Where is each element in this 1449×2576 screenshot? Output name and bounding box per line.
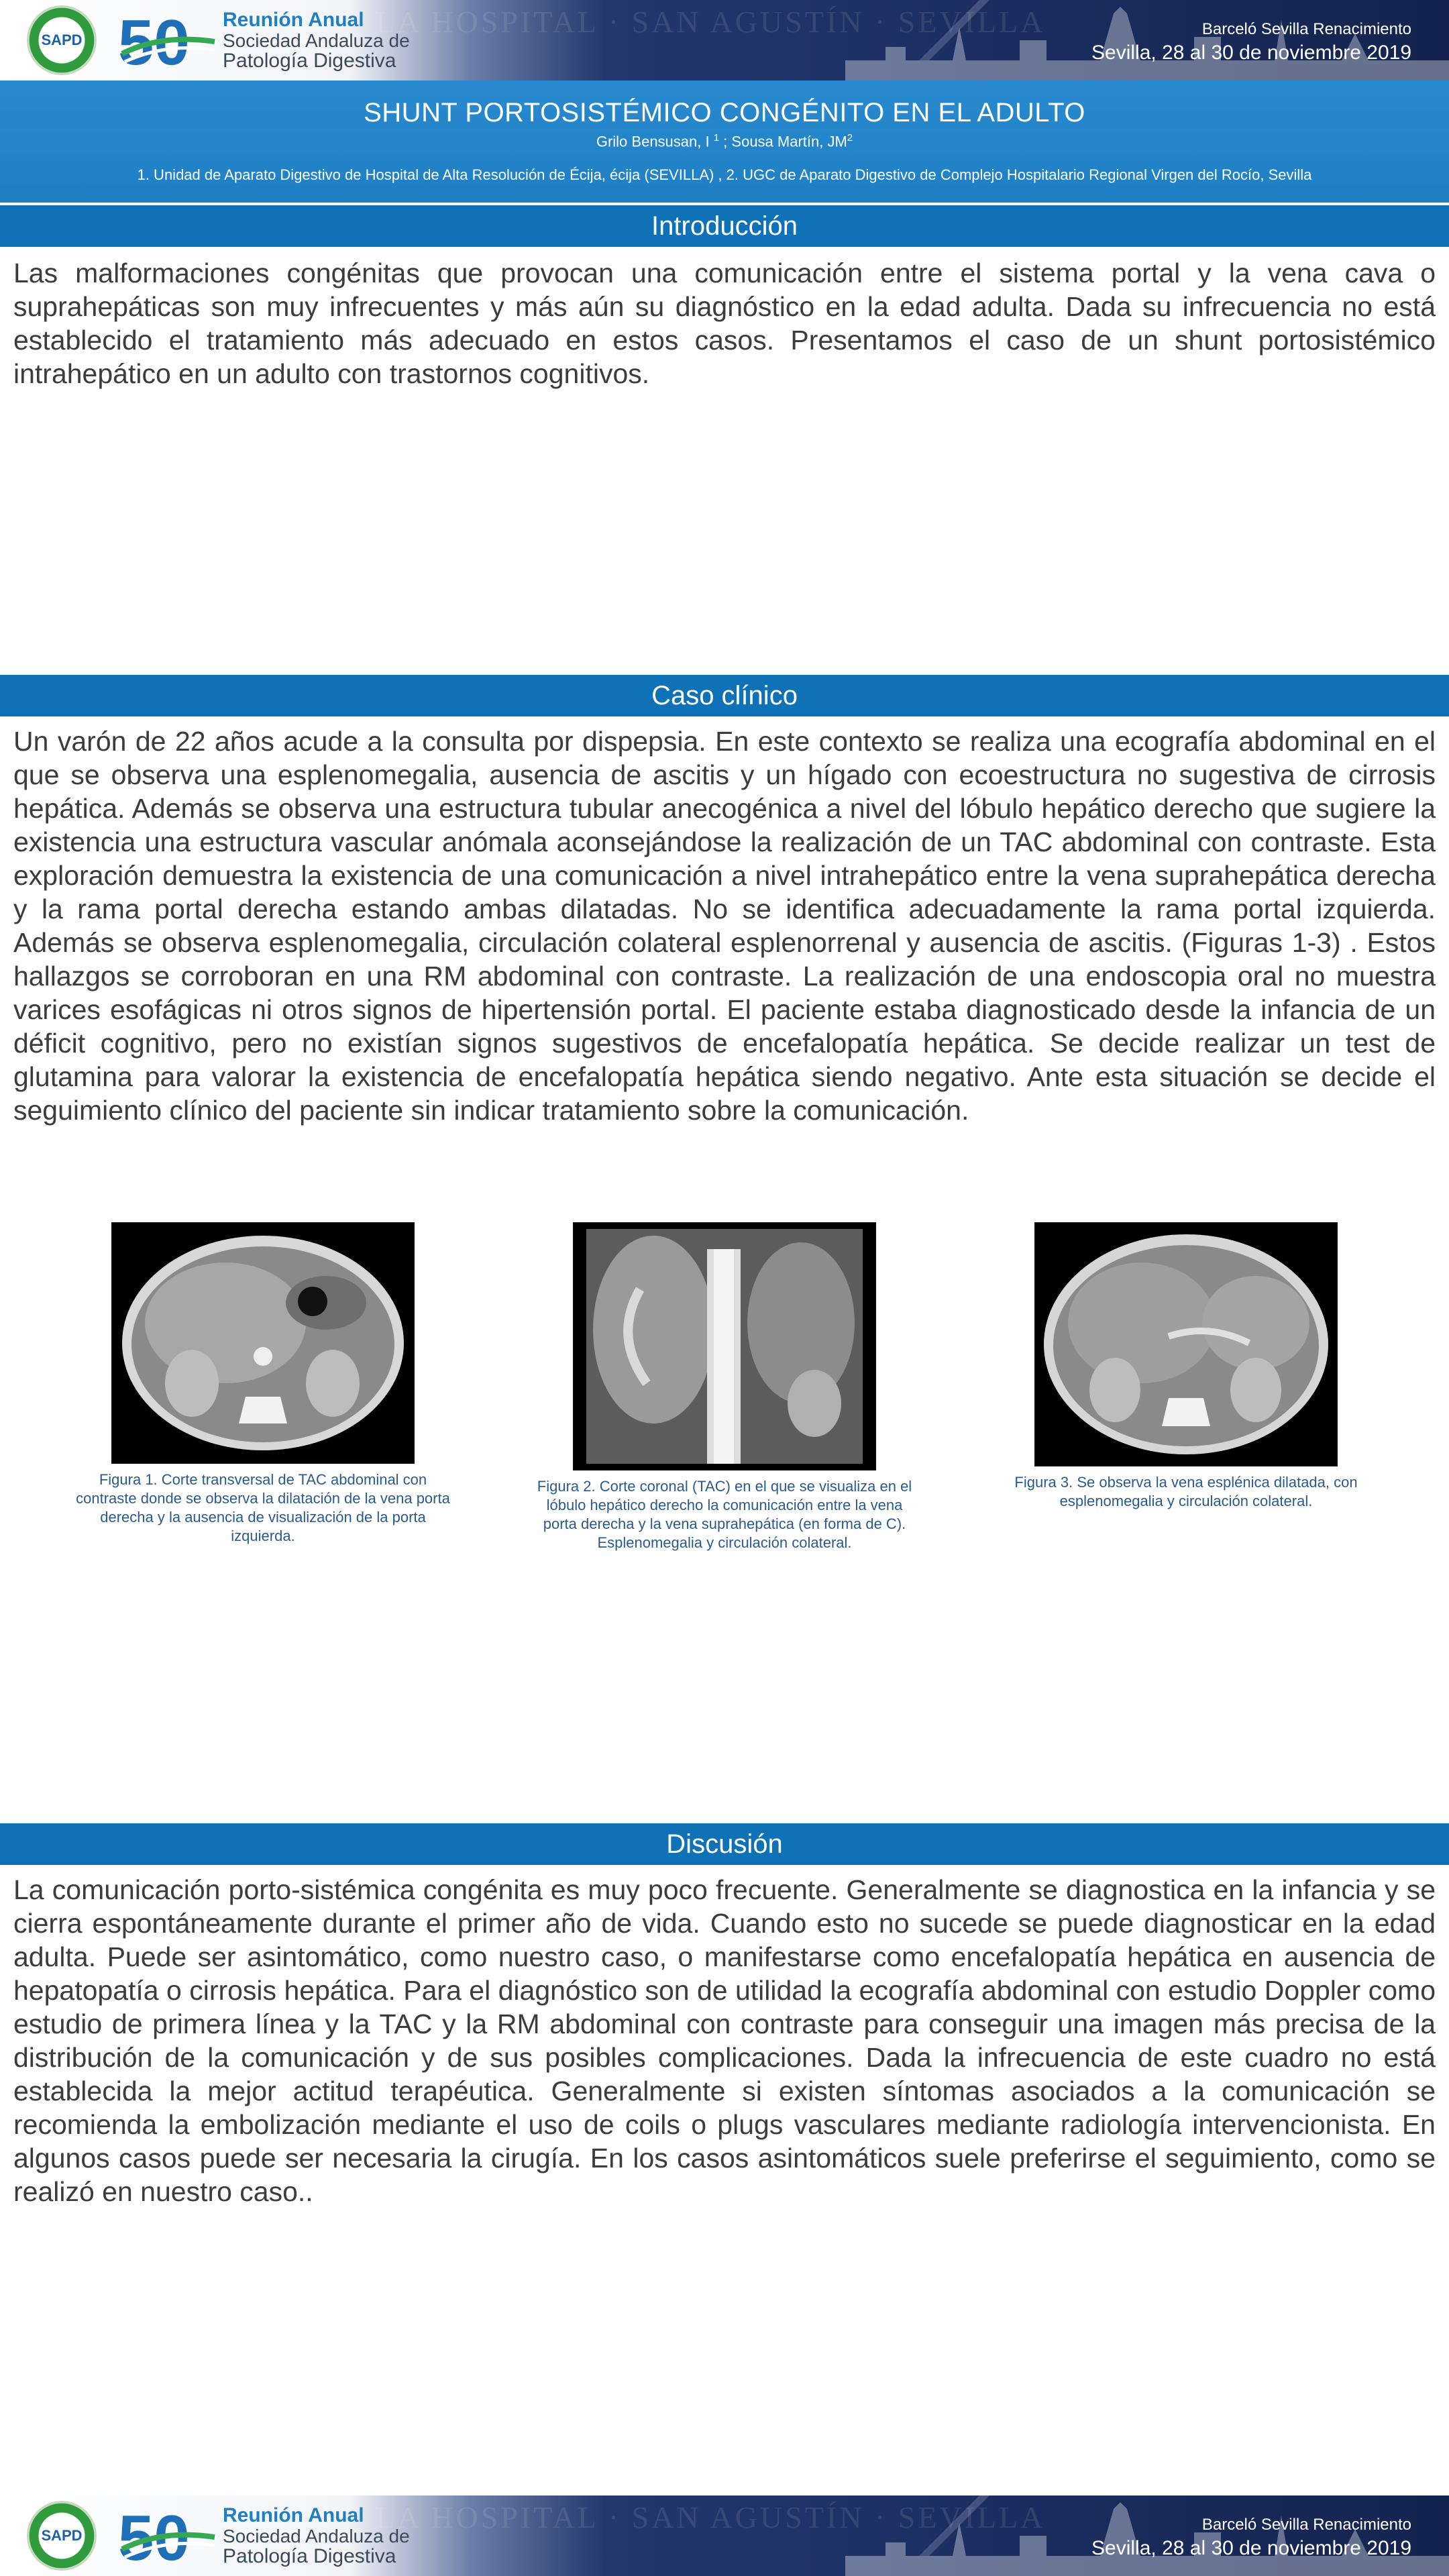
brand-block — [223, 2505, 410, 2567]
figure-2-ct-image — [573, 1222, 876, 1470]
brand-line1: Reunión Anual — [223, 9, 364, 31]
figure-2-caption: Figura 2. Corte coronal (TAC) en el que se visualiza en el lóbulo hepático derecho la comunicación entre la vena porta derecha y la vena suprahepática (en forma de C). Esplenomegalia y circulación colateral. — [537, 1478, 912, 1551]
figure-1-ct-image — [111, 1222, 415, 1464]
section-heading-intro: Introducción — [0, 205, 1449, 247]
brand-line1: Reunión Anual — [223, 2504, 364, 2526]
author-2-affil: 2 — [847, 132, 853, 144]
banner-watermark: LA HOSPITAL · SAN AGUSTÍN · SEVILLA — [376, 5, 1046, 39]
brand-line2: Sociedad Andaluza de — [223, 2525, 410, 2546]
title-block — [0, 80, 1449, 203]
brand-line3: Patología Digestiva — [223, 49, 396, 72]
figure-3-ct-image — [1034, 1222, 1338, 1466]
section-heading-case: Caso clínico — [0, 675, 1449, 716]
sapd-seal-logo — [27, 2501, 97, 2571]
seal-text: SAPD — [41, 2527, 83, 2544]
seal-text: SAPD — [41, 32, 83, 48]
discussion-text: La comunicación porto-sistémica congénita es muy poco frecuente. Generalmente se diagnostica en la infancia y se cierra espontáneamente durante el primer año de vida. Cuando esto no sucede se puede diagnosticar en la edad adulta. Puede ser asintomático, como nuestro caso, o manifestarse como encefalopatía hepática en ausencia de hepatopatía o cirrosis hepática. Para el diagnóstico son de utilidad la ecografía abdominal con estudio Doppler como estudio de primera línea y la TAC y la RM abdominal con contraste para conseguir una imagen más precisa de la distribución de la comunicación y de sus posibles complicaciones. Dada la infrecuencia de este cuadro no está establecida la mejor actitud terapéutica. Generalmente si existen síntomas asociados a la comunicación se recomienda la embolización mediante el uso de coils o plugs vasculares mediante radiología intervencionista. En algunos casos puede ser necesaria la cirugía. En los casos asintomáticos suele preferirse el seguimiento, como se realizó en nuestro caso.. — [13, 1874, 1436, 2207]
authors-line — [0, 132, 1449, 150]
poster-title: SHUNT PORTOSISTÉMICO CONGÉNITO EN EL ADULTO — [364, 98, 1085, 127]
venue-dates: Sevilla, 28 al 30 de noviembre 2019 — [1091, 42, 1411, 64]
author-2: Sousa Martín, JM — [731, 133, 847, 150]
banner-watermark: LA HOSPITAL · SAN AGUSTÍN · SEVILLA — [376, 2500, 1046, 2534]
top-banner — [0, 0, 1449, 80]
figure-1-caption: Figura 1. Corte transversal de TAC abdominal con contraste donde se observa la dilatación de la vena porta derecha y la ausencia de visualización de la porta izquierda. — [76, 1471, 450, 1544]
bottom-banner — [0, 2496, 1449, 2576]
svg-text:50: 50 — [118, 2502, 190, 2569]
anniversary-50-logo — [115, 2502, 216, 2569]
venue-name: Barceló Sevilla Renacimiento — [1201, 20, 1411, 38]
venue-dates: Sevilla, 28 al 30 de noviembre 2019 — [1091, 2537, 1411, 2559]
brand-line2: Sociedad Andaluza de — [223, 30, 410, 51]
venue-name: Barceló Sevilla Renacimiento — [1201, 2516, 1411, 2534]
intro-text: Las malformaciones congénitas que provocan una comunicación entre el sistema portal y la vena cava o suprahepáticas son muy infrecuentes y más aún su diagnóstico en la edad adulta. Dada su infrecuencia no está establecido el tratamiento más adecuado en estos casos. Presentamos el caso de un shunt portosistémico intrahepático en un adulto con trastornos cognitivos. — [13, 258, 1436, 389]
author-separator: ; — [719, 133, 732, 150]
brand-block — [223, 9, 410, 71]
venue-block — [1091, 20, 1411, 64]
author-1: Grilo Bensusan, I — [596, 133, 710, 150]
svg-text:50: 50 — [118, 7, 190, 74]
section-heading-discussion: Discusión — [0, 1823, 1449, 1865]
affiliations: 1. Unidad de Aparato Digestivo de Hospital de Alta Resolución de Écija, écija (SEVILLA) , 2. UGC de Aparato Digestivo de Complejo Hospitalario Regional Virgen del Rocío, Sevilla — [137, 166, 1312, 184]
brand-line3: Patología Digestiva — [223, 2544, 396, 2567]
case-text: Un varón de 22 años acude a la consulta por dispepsia. En este contexto se realiza una ecografía abdominal en el que se observa una esplenomegalia, ausencia de ascitis y un hígado con ecoestructura no sugestiva de cirrosis hepática. Además se observa una estructura tubular anecogénica a nivel del lóbulo hepático derecho que sugiere la existencia una estructura vascular anómala aconsejándose la realización de un TAC abdominal con contraste. Esta exploración demuestra la existencia de una comunicación a nivel intrahepático entre la vena suprahepática derecha y la rama portal derecha estando ambas dilatadas. No se identifica adecuadamente la rama portal izquierda. Además se observa esplenomegalia, circulación colateral esplenorrenal y ausencia de ascitis. (Figuras 1-3) . Estos hallazgos se corroboran en una RM abdominal con contraste. La realización de una endoscopia oral no muestra varices esofágicas ni otros signos de hipertensión portal. El paciente estaba diagnosticado desde la infancia de un déficit cognitivo, pero no existían signos sugestivos de encefalopatía hepática. Se decide realizar un test de glutamina para valorar la existencia de encefalopatía hepática siendo negativo. Ante esta situación se decide el seguimiento clínico del paciente sin indicar tratamiento sobre la comunicación. — [13, 726, 1436, 1126]
venue-block — [1091, 2516, 1411, 2560]
author-1-affil: 1 — [713, 132, 720, 144]
anniversary-50-logo — [115, 7, 216, 74]
figure-3-caption: Figura 3. Se observa la vena esplénica dilatada, con esplenomegalia y circulación colateral. — [1014, 1474, 1358, 1509]
sapd-seal-logo — [27, 5, 97, 75]
